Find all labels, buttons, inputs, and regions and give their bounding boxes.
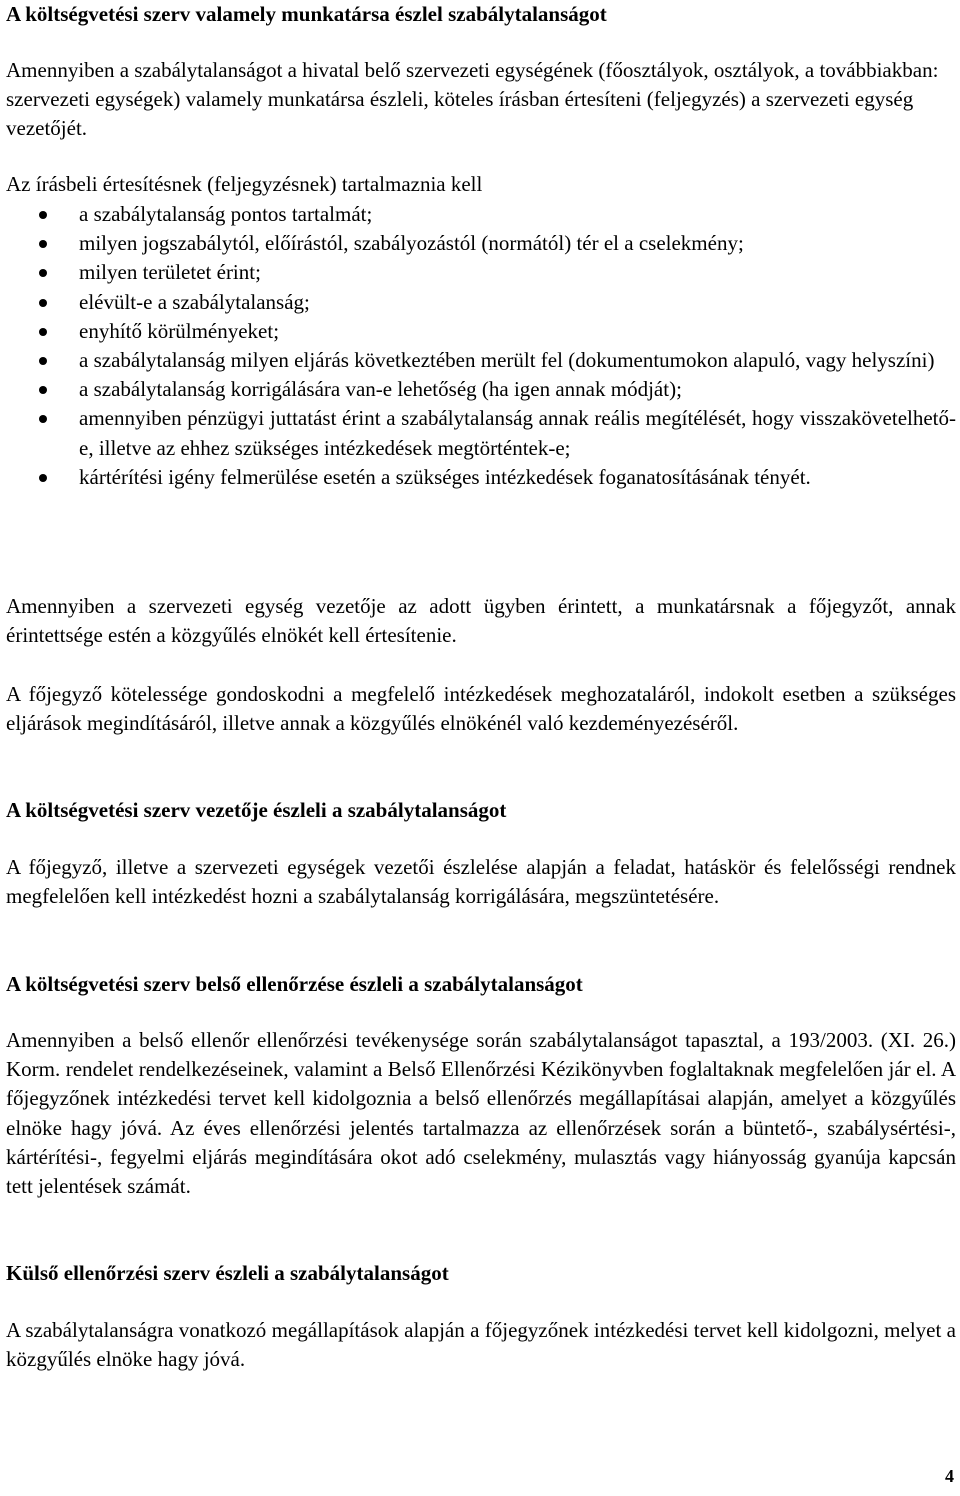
paragraph-notification: Amennyiben a szabálytalanságot a hivatal belő szervezeti egységének (főosztályok, osztályok, a továbbiakban: szervezeti egységek) valamely munkatársa észleli, köteles írásban értesíteni (feljegyzés) a szervezeti egység vezetőjét. [6,58,939,141]
page-number: 4 [945,1466,954,1486]
list-item: a szabálytalanság korrigálására van-e lehetőség (ha igen annak módját); [6,375,956,404]
list-item: milyen területet érint; [6,258,956,287]
bullet-icon [39,240,47,248]
list-item: enyhítő körülményeket; [6,317,956,346]
list-item: a szabálytalanság pontos tartalmát; [6,200,956,229]
paragraph-contents-intro: Az írásbeli értesítésnek (feljegyzésnek) tartalmaznia kell [6,172,483,196]
bullet-icon [39,299,47,307]
bullet-icon [39,357,47,365]
heading-employee-detects: A költségvetési szerv valamely munkatársa észlel szabálytalanságot [6,2,607,26]
list-item: amennyiben pénzügyi juttatást érint a szabálytalanság annak reális megítélését, hogy visszakövetelhető-e, illetve az ehhez szükséges intézkedések megtörténtek-e; [6,404,956,462]
paragraph-external-audit: A szabálytalanságra vonatkozó megállapítások alapján a főjegyzőnek intézkedési tervet kell kidolgozni, melyet a közgyűlés elnöke hagy jóvá. [6,1318,956,1372]
list-item: a szabálytalanság milyen eljárás következtében merült fel (dokumentumokon alapuló, vagy helyszíni) [6,346,956,375]
paragraph-leader-action: A főjegyző, illetve a szervezeti egységek vezetői észlelése alapján a feladat, hatáskör és felelősségi rendnek megfelelően kell intézkedést hozni a szabálytalanság korrigálására, megszüntetésére. [6,855,956,909]
bullet-icon [39,386,47,394]
heading-internal-audit-detects: A költségvetési szerv belső ellenőrzése észleli a szabálytalanságot [6,972,583,996]
heading-external-audit-detects: Külső ellenőrzési szerv észleli a szabálytalanságot [6,1261,449,1285]
bullet-icon [39,474,47,482]
bullet-icon [39,328,47,336]
bullet-icon [39,415,47,423]
bullet-icon [39,269,47,277]
heading-leader-detects: A költségvetési szerv vezetője észleli a szabálytalanságot [6,798,507,822]
paragraph-chief-notary-duty: A főjegyző kötelessége gondoskodni a megfelelő intézkedések meghozataláról, indokolt esetben a szükséges eljárások megindításáról, illetve annak a közgyűlés elnökénél való kezdeményezéséről. [6,682,956,736]
list-item: elévült-e a szabálytalanság; [6,288,956,317]
list-item: kártérítési igény felmerülése esetén a szükséges intézkedések foganatosításának tényét. [6,463,956,492]
paragraph-leader-involved: Amennyiben a szervezeti egység vezetője az adott ügyben érintett, a munkatársnak a főjegyzőt, annak érintettsége estén a közgyűlés elnökét kell értesítenie. [6,594,956,648]
bullet-list [6,200,956,492]
bullet-icon [39,211,47,219]
list-item: milyen jogszabálytól, előírástól, szabályozástól (normától) tér el a cselekmény; [6,229,956,258]
paragraph-internal-audit: Amennyiben a belső ellenőr ellenőrzési tevékenysége során szabálytalanságot tapasztal, a 193/2003. (XI. 26.) Korm. rendelet rendelkezéseinek, valamint a Belső Ellenőrzési Kézikönyvben foglaltaknak megfelelően jár el. A főjegyzőnek intézkedési tervet kell kidolgoznia a belső ellenőrzés megállapításai alapján, amelyet a közgyűlés elnöke hagy jóvá. Az éves ellenőrzési jelentés tartalmazza az ellenőrzések során a büntető-, szabálysértési-, kártérítési-, fegyelmi eljárás megindítására okot adó cselekmény, mulasztás vagy hiányosság gyanúja kapcsán tett jelentések számát. [6,1028,956,1199]
